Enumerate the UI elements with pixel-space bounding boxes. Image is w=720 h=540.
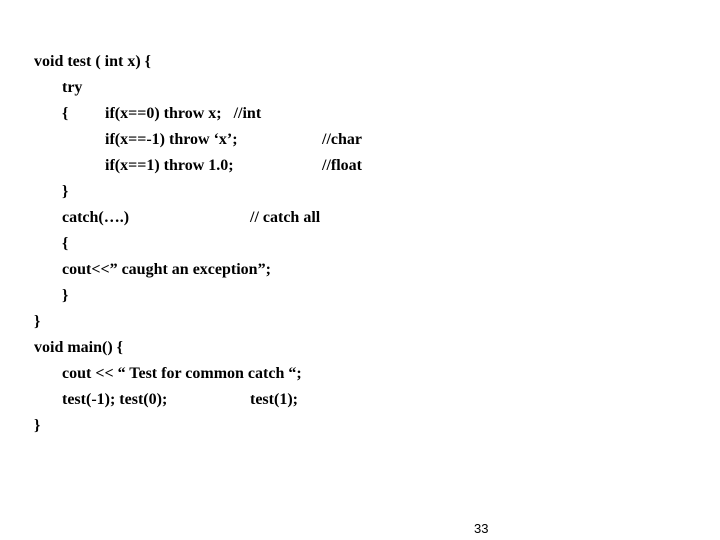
code-line-function-signature: void test ( int x) { [34,53,151,70]
code-line-throw-float: if(x==1) throw 1.0; [105,157,234,174]
code-line-throw-char: if(x==-1) throw ‘x’; [105,131,238,148]
code-line-try-open-brace: { [62,105,69,122]
code-line-cout-exception: cout<<” caught an exception”; [62,261,271,278]
code-line-cout-test: cout << “ Test for common catch “; [62,365,302,382]
page-number: 33 [474,521,489,536]
code-line-test-calls: test(-1); test(0); [62,391,168,408]
code-comment-catch-all: // catch all [250,209,321,226]
code-line-catch-open-brace: { [62,235,69,252]
code-line-throw-int: if(x==0) throw x; //int [105,105,262,122]
code-line-try: try [62,79,83,96]
code-line-main-signature: void main() { [34,339,123,356]
code-comment-float: //float [322,157,362,174]
code-line-function-close-brace: } [34,313,41,330]
code-line-test-call-one: test(1); [250,391,298,408]
code-line-catch: catch(….) [62,209,130,226]
code-comment-char: //char [322,131,362,148]
code-line-catch-close-brace: } [62,287,69,304]
code-line-try-close-brace: } [62,183,69,200]
code-line-main-close-brace: } [34,417,41,434]
